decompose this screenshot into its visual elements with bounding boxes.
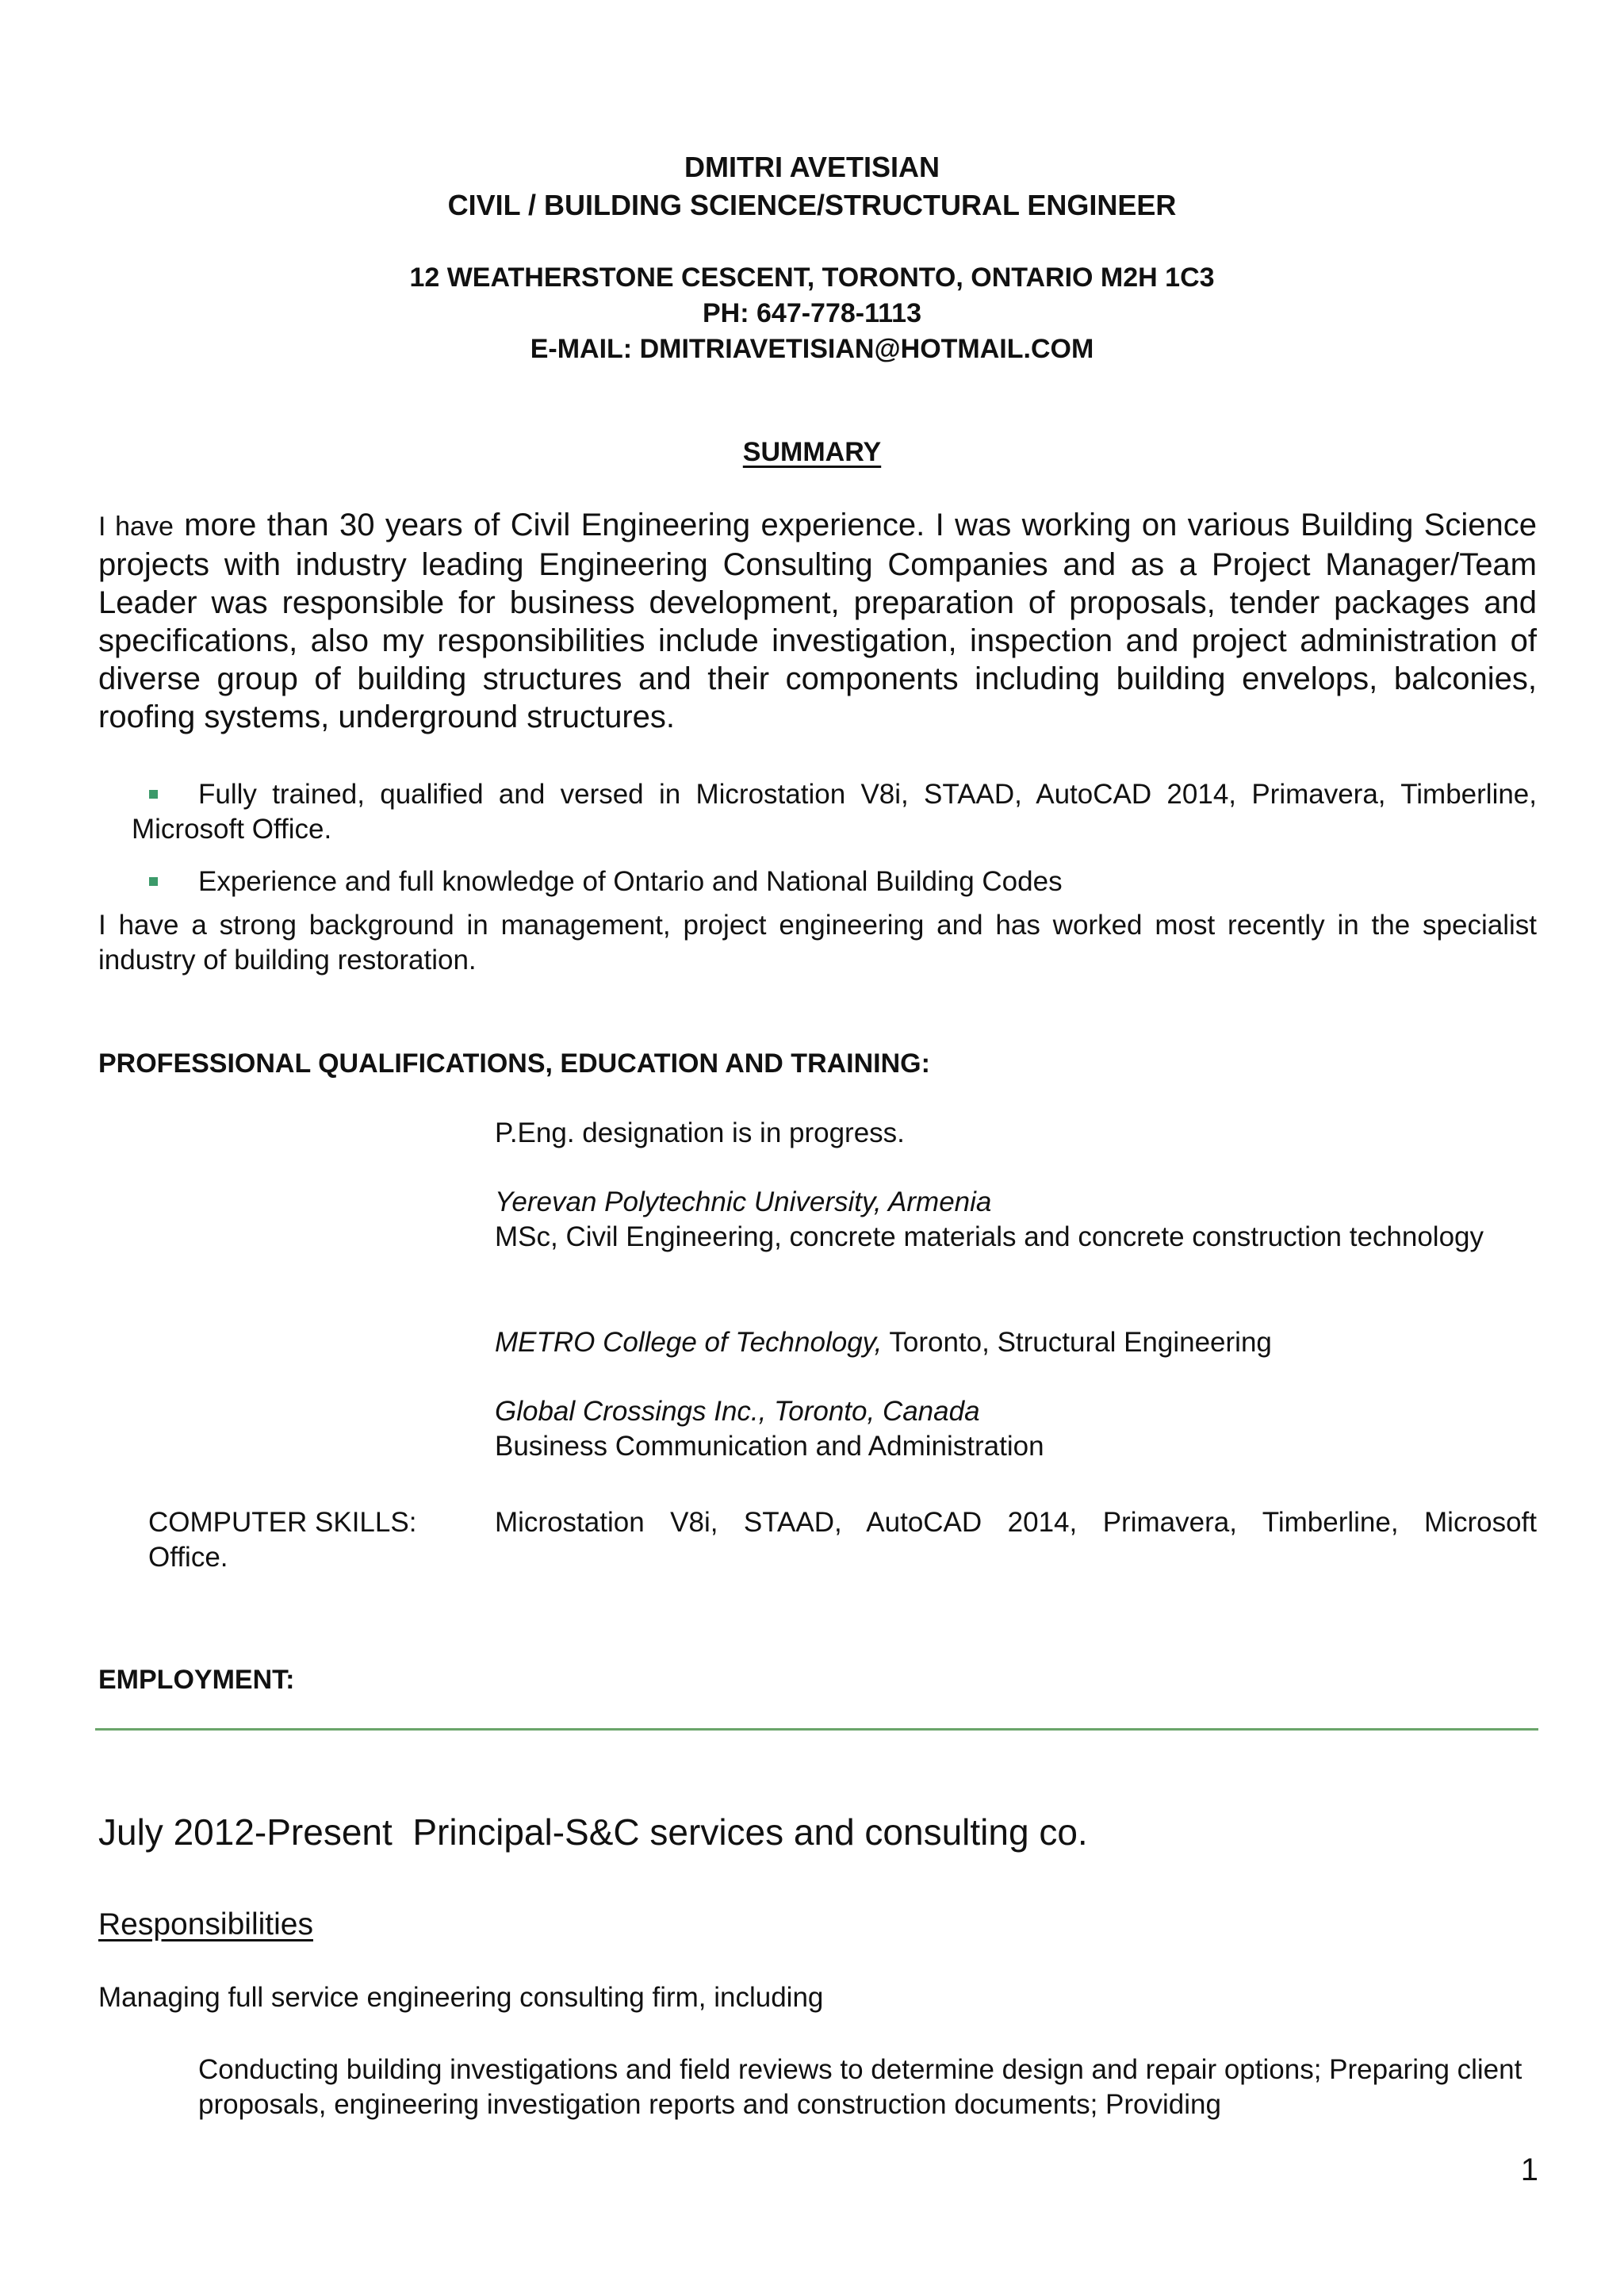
responsibilities-intro: Managing full service engineering consulting firm, including xyxy=(98,1982,824,2013)
bullet-icon xyxy=(149,877,158,886)
skills-bullet: Fully trained, qualified and versed in Microstation V8i, STAAD, AutoCAD 2014, Primavera, Timberline, Microsoft Office. xyxy=(132,779,1537,845)
edu-yerevan-degree: MSc, Civil Engineering, concrete materials and concrete construction technology xyxy=(495,1221,1484,1252)
summary-heading: SUMMARY xyxy=(742,437,882,467)
summary-closing: I have a strong background in management, project engineering and has worked most recently in the specialist industry of building restoration. xyxy=(98,910,1537,976)
computer-skills-list: Microstation V8i, STAAD, AutoCAD 2014, Primavera, Timberline, Microsoft xyxy=(495,1507,1537,1538)
address-line: 12 WEATHERSTONE CESCENT, TORONTO, ONTARIO M2H 1C3 xyxy=(409,263,1215,293)
codes-bullet: Experience and full knowledge of Ontario and National Building Codes xyxy=(198,866,1063,897)
responsibilities-duties: Conducting building investigations and field reviews to determine design and repair options; Preparing client proposals, engineering investigation reports and construction documents; Providing xyxy=(198,2054,1522,2120)
edu-global-detail: Business Communication and Administration xyxy=(495,1431,1044,1462)
summary-lead: I have xyxy=(98,512,174,542)
qualifications-heading: PROFESSIONAL QUALIFICATIONS, EDUCATION AND TRAINING: xyxy=(98,1048,930,1079)
edu-metro-school: METRO College of Technology, xyxy=(495,1327,883,1358)
summary-rest: more than 30 years of Civil Engineering experience. I was working on various Building Science projects with industry leading Engineering Consulting Companies and as a Project Manager/Team Leader was responsible for business development, preparation of proposals, tender packages and specifications, also my responsibilities include investigation, inspection and project administration of diverse group of building structures and their components including building envelops, balconies, roofing systems, underground structures. xyxy=(98,508,1537,734)
email-line: E-MAIL: DMITRIAVETISIAN@HOTMAIL.COM xyxy=(530,334,1094,364)
edu-metro xyxy=(495,1325,1537,1360)
edu-yerevan-school: Yerevan Polytechnic University, Armenia xyxy=(495,1186,992,1217)
candidate-title: CIVIL / BUILDING SCIENCE/STRUCTURAL ENGINEER xyxy=(447,189,1177,221)
employment-heading: EMPLOYMENT: xyxy=(98,1665,295,1695)
peng-status: P.Eng. designation is in progress. xyxy=(495,1117,905,1148)
phone-line: PH: 647-778-1113 xyxy=(703,298,921,328)
computer-skills-label: COMPUTER SKILLS: Office. xyxy=(148,1507,417,1573)
candidate-name: DMITRI AVETISIAN xyxy=(684,151,940,183)
responsibilities-heading: Responsibilities xyxy=(98,1907,313,1941)
edu-global-school: Global Crossings Inc., Toronto, Canada xyxy=(495,1396,980,1427)
edu-metro-detail: Toronto, Structural Engineering xyxy=(882,1327,1272,1358)
section-divider xyxy=(95,1728,1538,1731)
page-number: 1 xyxy=(1520,2152,1538,2187)
job-title: July 2012-Present Principal-S&C services and consulting co. xyxy=(98,1811,1088,1853)
summary-paragraph xyxy=(98,506,1537,736)
